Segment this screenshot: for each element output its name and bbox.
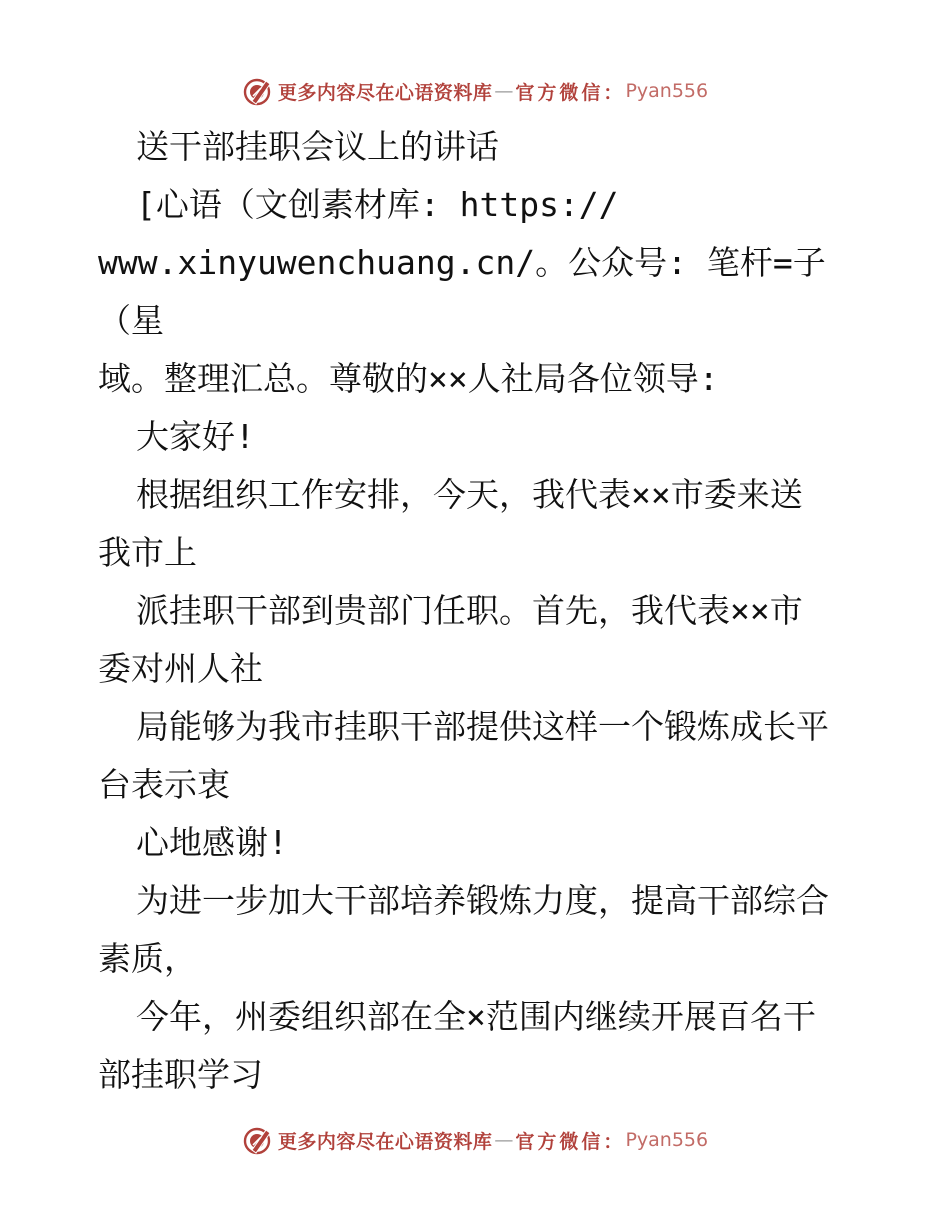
banner-wechat-label: 官方微信： [515, 81, 626, 104]
banner-dash: — [494, 1129, 514, 1151]
document-line: 台表示衷 [98, 765, 230, 804]
document-line: 我市上 [98, 533, 197, 572]
banner-wechat-label: 官方微信： [515, 1130, 626, 1153]
document-body [98, 118, 858, 1104]
document-line: 域。整理汇总。尊敬的××人社局各位领导: [98, 359, 719, 398]
document-line: www.xinyuwenchuang.cn/。公众号: 笔杆=子（星 [98, 243, 826, 340]
document-line: 送干部挂职会议上的讲话 [136, 127, 499, 166]
document-line: 今年，州委组织部在全×范围内继续开展百名干 [136, 997, 816, 1036]
banner-wechat-id: Pyan556 [625, 80, 709, 102]
document-line: [心语（文创素材库: https:// [136, 185, 619, 224]
banner-wechat-id: Pyan556 [625, 1129, 709, 1151]
banner-main-text: 更多内容尽在心语资料库 [277, 1130, 493, 1153]
footer-banner[interactable] [0, 1120, 950, 1160]
document-line: 派挂职干部到贵部门任职。首先，我代表××市 [136, 591, 803, 630]
document-line: 素质， [98, 939, 197, 978]
document-line: 局能够为我市挂职干部提供这样一个锻炼成长平 [136, 707, 829, 746]
document-line: 大家好! [136, 417, 255, 456]
header-banner[interactable] [0, 71, 950, 111]
document-line: 委对州人社 [98, 649, 263, 688]
document-line: 心地感谢! [136, 823, 288, 862]
document-line: 部挂职学习 [98, 1055, 263, 1094]
pen-logo-icon [242, 75, 274, 107]
document-line: 为进一步加大干部培养锻炼力度，提高干部综合 [136, 881, 829, 920]
banner-dash: — [494, 80, 514, 102]
banner-main-text: 更多内容尽在心语资料库 [277, 81, 493, 104]
pen-logo-icon [242, 1124, 274, 1156]
document-line: 根据组织工作安排，今天，我代表××市委来送 [136, 475, 803, 514]
